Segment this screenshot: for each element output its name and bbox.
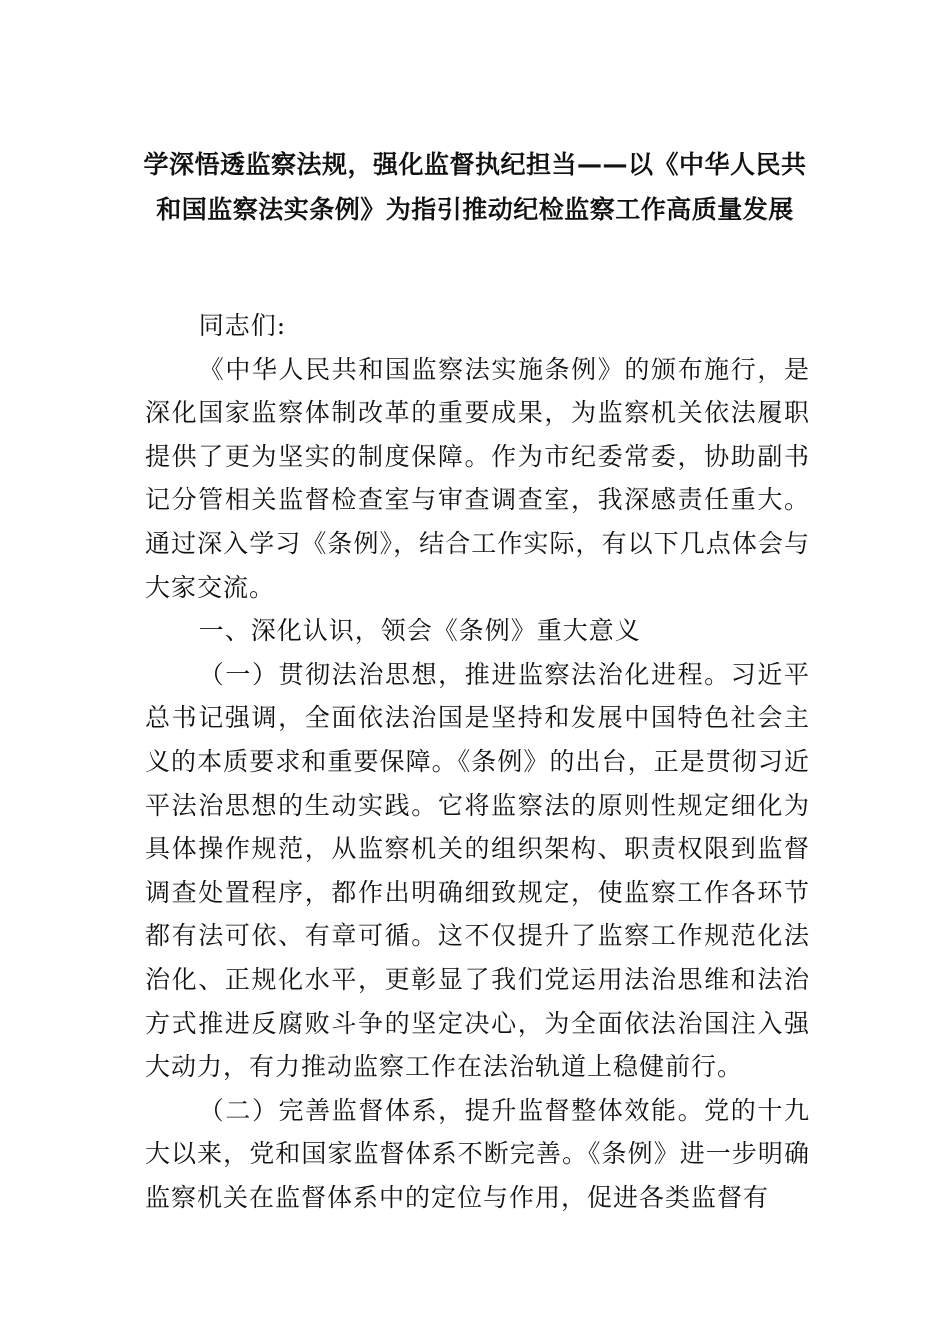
salutation: 同志们: [198,311,287,340]
document-title: 学深悟透监察法规，强化监督执纪担当——以《中华人民共和国监察法实条例》为指引推动纪检监察工作高质量发展 [143,150,807,224]
paragraph-point-1: （一）贯彻法治思想，推进监察法治化进程。习近平总书记强调，全面依法治国是坚持和发展中国特色社会主义的本质要求和重要保障。《条例》的出台，正是贯彻习近平法治思想的生动实践。它将监察法的原则性规定细化为具体操作规范，从监察机关的组织架构、职责权限到监督调查处置程序，都作出明确细致规定，使监察工作各环节都有法可依、有章可循。这不仅提升了监察工作规范化法治化、正规化水平，更彰显了我们党运用法治思维和法治方式推进反腐败斗争的坚定决心，为全面依法治国注入强大动力，有力推动监察工作在法治轨道上稳健前行。 [145,659,810,1082]
document-body [145,304,810,1219]
paragraph-point-2: （二）完善监督体系，提升监督整体效能。党的十九大以来，党和国家监督体系不断完善。《条例》进一步明确监察机关在监督体系中的定位与作用，促进各类监督有 [145,1095,810,1212]
paragraph-intro: 《中华人民共和国监察法实施条例》的颁布施行，是深化国家监察体制改革的重要成果，为监察机关依法履职提供了更为坚实的制度保障。作为市纪委常委，协助副书记分管相关监督检查室与审查调查室，我深感责任重大。通过深入学习《条例》，结合工作实际，有以下几点体会与大家交流。 [145,354,810,602]
section-heading-1: 一、深化认识，领会《条例》重大意义 [198,616,641,646]
